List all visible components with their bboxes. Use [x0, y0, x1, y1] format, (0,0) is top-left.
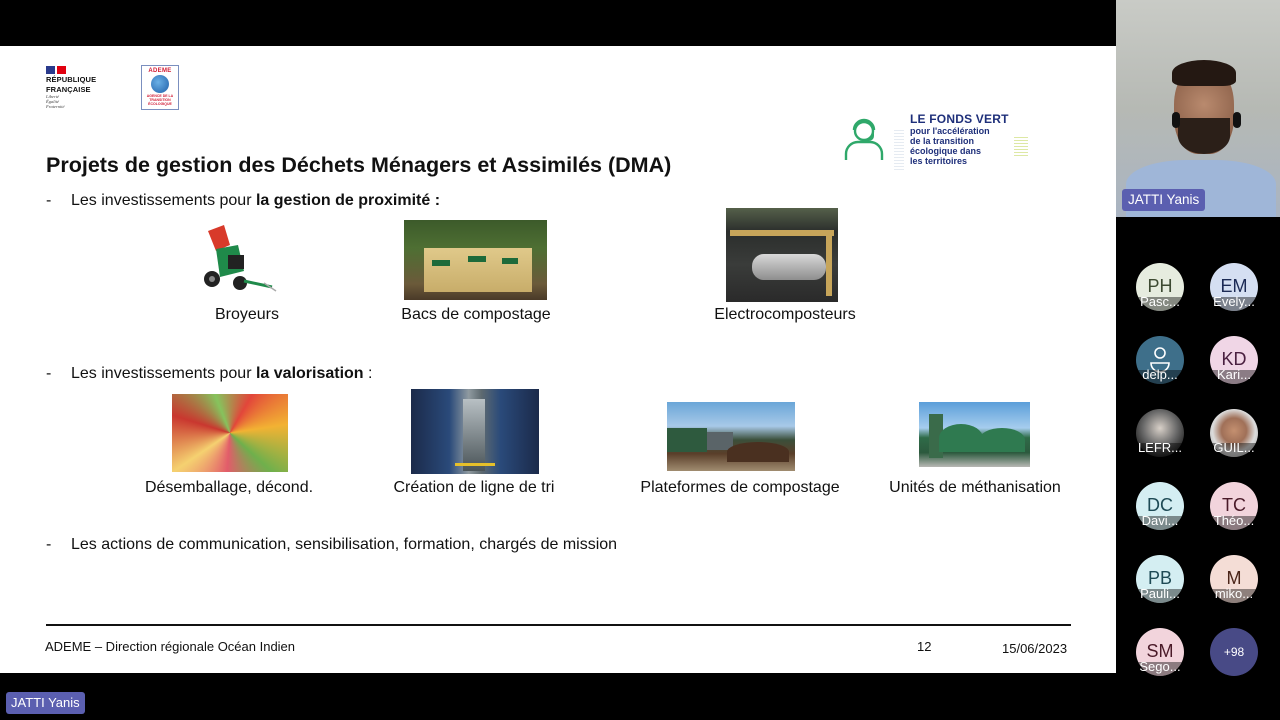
composting-platform-image	[667, 402, 795, 471]
bullet-dash: -	[46, 536, 52, 553]
item-electrocomposteurs	[695, 306, 875, 324]
participant-name: Davi...	[1141, 513, 1179, 528]
wood-chipper-image	[194, 221, 278, 295]
avatar: TC	[1210, 482, 1258, 530]
shared-slide	[0, 46, 1116, 673]
rf-title-line2: FRANÇAISE	[46, 85, 91, 94]
avatar: PB	[1136, 555, 1184, 603]
participant-tile[interactable]	[1204, 263, 1264, 323]
participant-tile[interactable]	[1204, 555, 1264, 615]
participant-tile[interactable]	[1130, 263, 1190, 323]
avatar: KD	[1210, 336, 1258, 384]
item-bacs-compostage	[386, 306, 566, 324]
rf-title-line1: RÉPUBLIQUE	[46, 75, 97, 84]
item-unites-methanisation	[872, 479, 1078, 497]
participant-tile[interactable]	[1130, 628, 1190, 688]
item-desemballage	[124, 479, 334, 497]
ademe-logo	[141, 65, 179, 110]
fonds-vert-line3: écologique dans	[910, 146, 982, 156]
avatar: SM	[1136, 628, 1184, 676]
bullet-actions-communication	[46, 536, 617, 554]
bullet-bold-text: la valorisation	[255, 365, 364, 382]
item-label: Electrocomposteurs	[714, 306, 856, 323]
presenter-hair	[1172, 60, 1236, 86]
rf-motto-3: Fraternité	[46, 104, 65, 109]
ademe-name: ADEME	[148, 68, 172, 74]
participant-tile[interactable]	[1130, 409, 1190, 469]
participant-name: Pauli...	[1140, 586, 1180, 601]
item-label: Création de ligne de tri	[393, 479, 555, 496]
decorative-dots	[894, 130, 904, 170]
participant-tile[interactable]	[1130, 555, 1190, 615]
electric-composter-image	[726, 208, 838, 302]
headset-person-icon	[842, 116, 886, 162]
ademe-subtitle: AGENCE DE LA TRANSITION ÉCOLOGIQUE	[146, 94, 174, 106]
presenter-beard	[1178, 118, 1230, 154]
footer-date: 15/06/2023	[1002, 641, 1068, 656]
bullet-dash: -	[46, 365, 52, 382]
fonds-vert-title: LE FONDS VERT	[910, 112, 1009, 126]
item-label: Broyeurs	[214, 306, 280, 323]
rf-motto-2: Égalité	[46, 99, 59, 104]
more-participants-button[interactable]: +98	[1210, 628, 1258, 676]
participant-name: Kari...	[1217, 367, 1251, 382]
bullet-text: Les investissements pour	[71, 365, 256, 382]
bullet-valorisation	[46, 365, 372, 383]
sorting-line-image	[411, 389, 539, 474]
marianne-flag-icon	[46, 66, 68, 74]
fonds-vert-line4: les territoires	[910, 156, 968, 166]
participant-name: Pasc...	[1140, 294, 1180, 309]
headset-icon	[1233, 112, 1241, 128]
participant-tile[interactable]	[1204, 482, 1264, 542]
footer-page-number: 12	[917, 639, 932, 654]
presenter-video-tile[interactable]	[1116, 0, 1280, 217]
item-label: Plateformes de compostage	[640, 479, 840, 496]
compost-bins-image	[404, 220, 547, 300]
republique-francaise-logo	[46, 66, 116, 109]
bullet-text: Les investissements pour	[71, 192, 256, 209]
methanization-unit-image	[919, 402, 1030, 467]
item-plateformes-compostage	[620, 479, 860, 497]
item-ligne-tri	[376, 479, 572, 497]
item-label: Unités de méthanisation	[889, 479, 1061, 496]
participant-name: GUIL...	[1213, 440, 1255, 455]
participant-name: delp...	[1142, 367, 1178, 382]
participants-panel	[1116, 217, 1280, 720]
participant-name: Evely...	[1213, 294, 1255, 309]
bullet-dash: -	[46, 192, 52, 209]
participant-tile[interactable]	[1204, 336, 1264, 396]
bullet-text: Les actions de communication, sensibilisation, formation, chargés de mission	[71, 536, 618, 553]
bullet-bold-text: la gestion de proximité :	[255, 192, 441, 209]
decorative-dots	[1014, 136, 1028, 156]
bullet-suffix: :	[363, 365, 373, 382]
fonds-vert-logo	[842, 110, 1042, 176]
avatar: EM	[1210, 263, 1258, 311]
packaged-produce-image	[172, 394, 288, 472]
fonds-vert-line1: pour l'accélération	[910, 126, 990, 136]
item-label: Bacs de compostage	[401, 306, 551, 323]
participant-tile[interactable]	[1130, 336, 1190, 396]
avatar: DC	[1136, 482, 1184, 530]
participant-tile[interactable]	[1204, 409, 1264, 469]
slide-title: Projets de gestion des Déchets Ménagers et Assimilés (DMA)	[46, 153, 672, 177]
presenter-name-tag: JATTI Yanis	[1122, 189, 1205, 211]
item-label: Désemballage, décond.	[144, 479, 314, 496]
headset-icon	[1172, 112, 1180, 128]
participant-name: Sego...	[1139, 659, 1181, 674]
participant-tile[interactable]	[1130, 482, 1190, 542]
avatar: M	[1210, 555, 1258, 603]
participant-name: miko...	[1214, 586, 1254, 601]
globe-icon	[151, 75, 169, 93]
fonds-vert-line2: de la transition	[910, 136, 975, 146]
footer-organization: ADEME – Direction régionale Océan Indien	[45, 639, 296, 654]
participant-name: Théo...	[1213, 513, 1255, 528]
shared-screen-owner-tag: JATTI Yanis	[6, 692, 85, 714]
item-broyeurs	[186, 306, 308, 324]
participant-name: LEFR...	[1137, 440, 1183, 455]
rf-motto-1: Liberté	[46, 94, 59, 99]
bullet-gestion-proximite	[46, 192, 440, 210]
avatar: PH	[1136, 263, 1184, 311]
footer-divider	[46, 624, 1071, 626]
